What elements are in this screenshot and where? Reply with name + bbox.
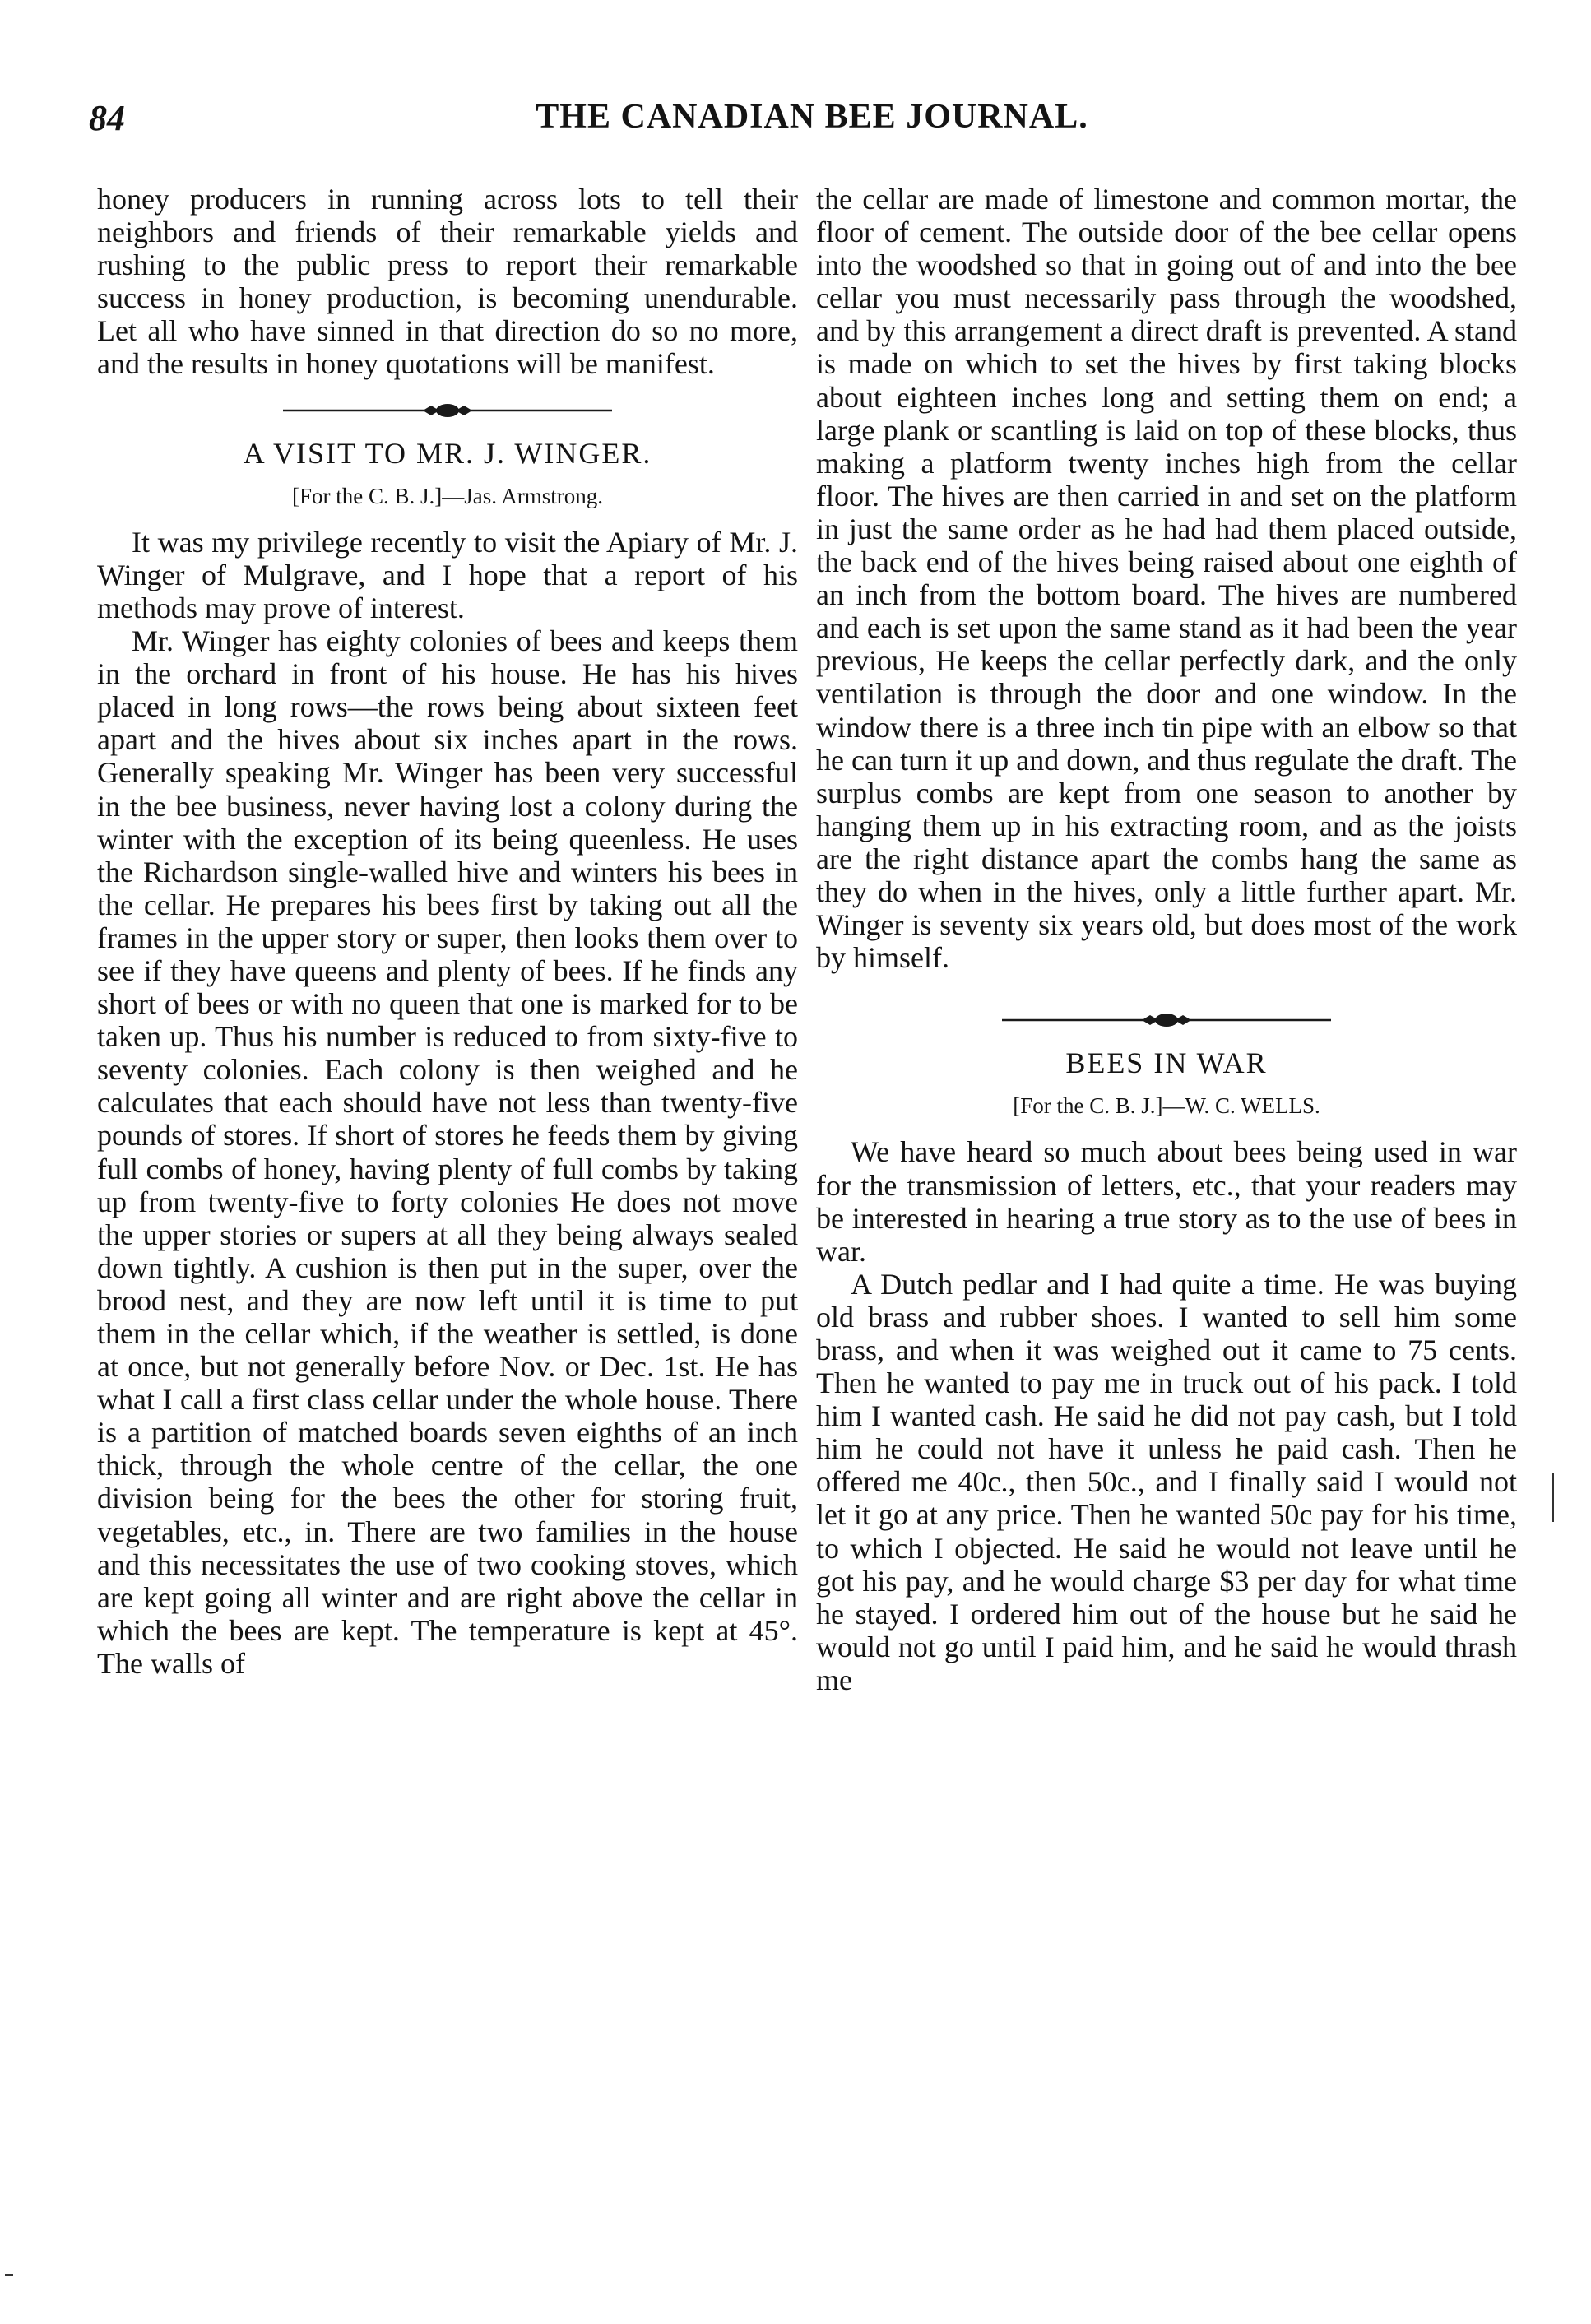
- paragraph: We have heard so much about bees being used in war for the transmission of letters, etc., that your readers may be interested in hearing a true story as to the use of bees in war.: [816, 1135, 1517, 1268]
- page-number: 84: [89, 98, 125, 138]
- continued-paragraph: the cellar are made of limestone and common mortar, the floor of cement. The outside door of the bee cellar opens into the woodshed so that in going out of and into the bee cellar you must necessarily pass through the woodshed, and by this arrangement a direct draft is prevented. A stand is made on which to set the hives by first taking blocks about eighteen inches long and setting them on end; a large plank or scantling is laid on top of these blocks, thus making a platform twenty inches high from the cellar floor. The hives are then carried in and set on the platform in just the same order as he had had them placed outside, the back end of the hives being raised about one eighth of an inch from the bottom board. The hives are numbered and each is set upon the same stand as it had been the year previous, He keeps the cellar perfectly dark, and the only ventilation is through the door and one window. In the window there is a three inch tin pipe with an elbow so that he can turn it up and down, and thus regulate the draft. The surplus combs are kept from one season to another by hanging them up in his extracting room, and as the joists are the right distance apart the combs hang the same as they do when in the hives, only a little further apart. Mr. Winger is seventy six years old, but does most of the work by himself.: [816, 183, 1517, 975]
- paragraph: It was my privilege recently to visit the Apiary of Mr. J. Winger of Mulgrave, and I hope that a report of his methods may prove of interest.: [97, 525, 798, 624]
- article-byline-bees-in-war: [For the C. B. J.]—W. C. WELLS.: [1013, 1093, 1320, 1119]
- margin-mark: [1552, 1473, 1554, 1522]
- section-divider: [283, 392, 612, 429]
- paragraph: Mr. Winger has eighty colonies of bees and keeps them in the orchard in front of his house. He has his hives placed in long rows—the rows being about sixteen feet apart and the hives about six inches apart in the rows. Generally speaking Mr. Winger has been very successful in the bee business, never having lost a colony during the winter with the exception of its being queenless. He uses the Richardson single-walled hive and winters his bees in the cellar. He prepares his bees first by taking out all the frames in the upper story or super, then looks them over to see if they have queens and plenty of bees. If he finds any short of bees or with no queen that one is marked for to be taken up. Thus his number is reduced to from sixty-five to seventy colonies. Each colony is then weighed and he calculates that each should have not less than twenty-five pounds of stores. If short of stores he feeds them by giving full combs of honey, having plenty of full combs by taking up from twenty-five to forty colonies He does not move the upper stories or supers at all they being always sealed down tightly. A cushion is then put in the super, over the brood nest, and they are now left until it is time to put them in the cellar which, if the weather is settled, is done at once, but not generally before Nov. or Dec. 1st. He has what I call a first class cellar under the whole house. There is a partition of matched boards seven eighths of an inch thick, through the whole centre of the cellar, the one division being for the bees the other for storing fruit, vegetables, etc., in. There are two families in the house and this necessitates the use of two cooking stoves, which are kept going all winter and are right above the cellar in which the bees are kept. The temperature is kept at 45°. The walls of: [97, 624, 798, 1680]
- article-byline-winger: [For the C. B. J.]—Jas. Armstrong.: [292, 483, 603, 508]
- running-head: THE CANADIAN BEE JOURNAL.: [536, 98, 1088, 136]
- margin-mark: [5, 2274, 13, 2276]
- article-title-bees-in-war: BEES IN WAR: [1065, 1046, 1268, 1080]
- right-column: [816, 183, 1517, 1696]
- article-title-winger: A VISIT TO MR. J. WINGER.: [243, 436, 652, 470]
- paragraph: A Dutch pedlar and I had quite a time. He was buying old brass and rubber shoes. I wanted to sell him some brass, and when it was weighed out it came to 75 cents. Then he wanted to pay me in truck out of his pack. I told him I wanted cash. He said he did not pay cash, but I told him he could not have it unless he paid cash. Then he offered me 40c., then 50c., and I finally said I would not let it go at any price. Then he wanted 50c pay for his time, to which I objected. He said he would not leave until he got his pay, and he would charge $3 per day for what time he stayed. I ordered him out of the house but he said he would not go until I paid him, and he said he would thrash me: [816, 1267, 1517, 1696]
- section-divider: [1002, 1002, 1331, 1038]
- left-column: [97, 183, 798, 1680]
- intro-paragraph: honey producers in running across lots to tell their neighbors and friends of their remarkable yields and rushing to the public press to report their remarkable success in honey production, is becoming unendurable. Let all who have sinned in that direction do so no more, and the results in honey quotations will be manifest.: [97, 183, 798, 381]
